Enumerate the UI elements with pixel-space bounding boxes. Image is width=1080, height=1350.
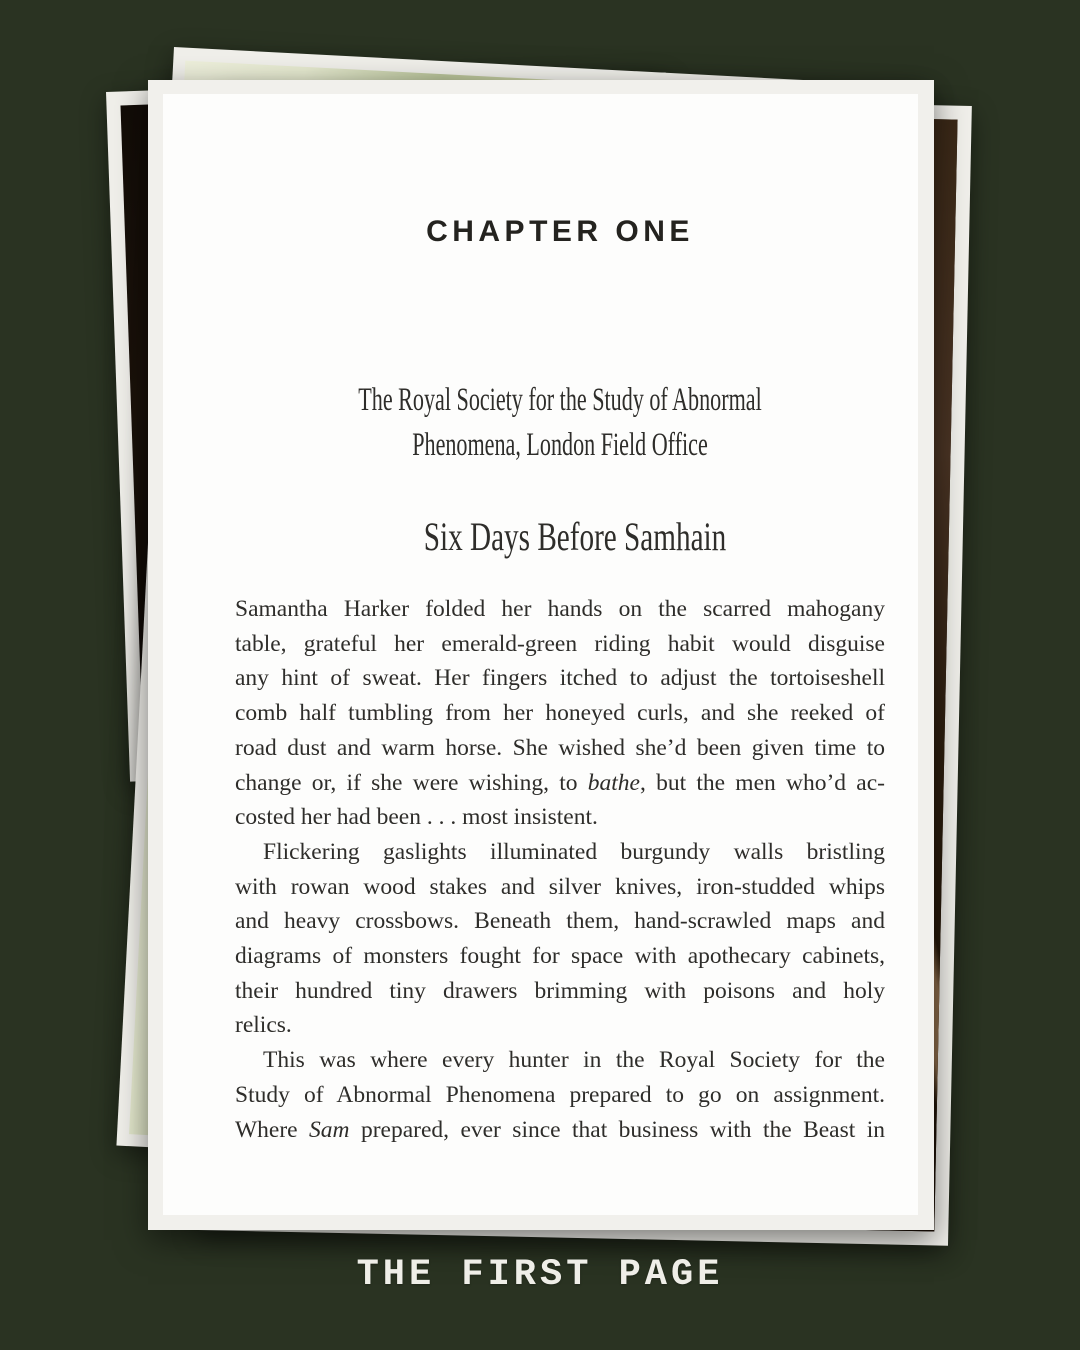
body-line: [235, 835, 885, 870]
body-text-segment: Where: [235, 1116, 310, 1143]
body-text-segment: diagrams of monsters fought for space with apothecary cabinets,: [235, 943, 885, 970]
section-heading-line-1: The Royal Society for the Study of Abnormal: [358, 382, 762, 418]
body-line: [235, 870, 885, 905]
body-text-segment: relics.: [235, 1012, 292, 1039]
body-line: [235, 1008, 885, 1043]
body-text-segment: Study of Abnormal Phenomena prepared to go on assignment.: [235, 1081, 885, 1108]
body-text-segment: their hundred tiny drawers brimming with poisons and holy: [235, 977, 885, 1004]
chapter-heading: CHAPTER ONE: [426, 215, 694, 248]
body-line: [235, 1043, 885, 1078]
body-text: [235, 592, 885, 1147]
body-text-segment: and heavy crossbows. Beneath them, hand-scrawled maps and: [235, 908, 885, 935]
body-line: [235, 731, 885, 766]
body-text-segment: table, grateful her emerald-green riding habit would disguise: [235, 630, 885, 657]
section-heading-line-2: Phenomena, London Field Office: [412, 427, 708, 463]
body-line: [235, 1113, 885, 1148]
body-line: [235, 800, 885, 835]
body-text-segment: Sam: [309, 1116, 350, 1143]
body-line: [235, 766, 885, 801]
body-text-segment: with rowan wood stakes and silver knives, iron-studded whips: [235, 873, 885, 900]
body-text-segment: Flickering gaslights illuminated burgundy walls bristling: [263, 838, 885, 865]
body-text-segment: road dust and warm horse. She wished she’d been given time to: [235, 734, 885, 761]
caption: THE FIRST PAGE: [356, 1254, 724, 1296]
section-heading: [342, 378, 778, 468]
body-text-segment: change or, if she were wishing, to: [235, 769, 588, 796]
body-text-segment: Samantha Harker folded her hands on the scarred mahogany: [235, 596, 885, 622]
body-line: [235, 939, 885, 974]
body-text-segment: , but the men who’d ac-: [639, 769, 885, 796]
body-text-segment: costed her had been . . . most insistent.: [235, 804, 598, 831]
body-text-segment: bathe: [587, 769, 640, 796]
body-text-segment: This was where every hunter in the Royal Society for the: [263, 1047, 885, 1074]
body-line: [235, 627, 885, 662]
body-text-segment: comb half tumbling from her honeyed curls, and she reeked of: [235, 700, 885, 727]
body-line: [235, 974, 885, 1009]
body-line: [235, 696, 885, 731]
body-line: [235, 592, 885, 627]
body-text-segment: prepared, ever since that business with the Beast in: [349, 1116, 885, 1143]
body-text-segment: any hint of sweat. Her fingers itched to adjust the tortoiseshell: [235, 665, 885, 692]
book-page-card: [148, 80, 934, 1230]
book-page: [163, 94, 918, 1215]
body-line: [235, 904, 885, 939]
section-subheading: Six Days Before Samhain: [423, 514, 727, 559]
body-line: [235, 661, 885, 696]
body-line: [235, 1078, 885, 1113]
